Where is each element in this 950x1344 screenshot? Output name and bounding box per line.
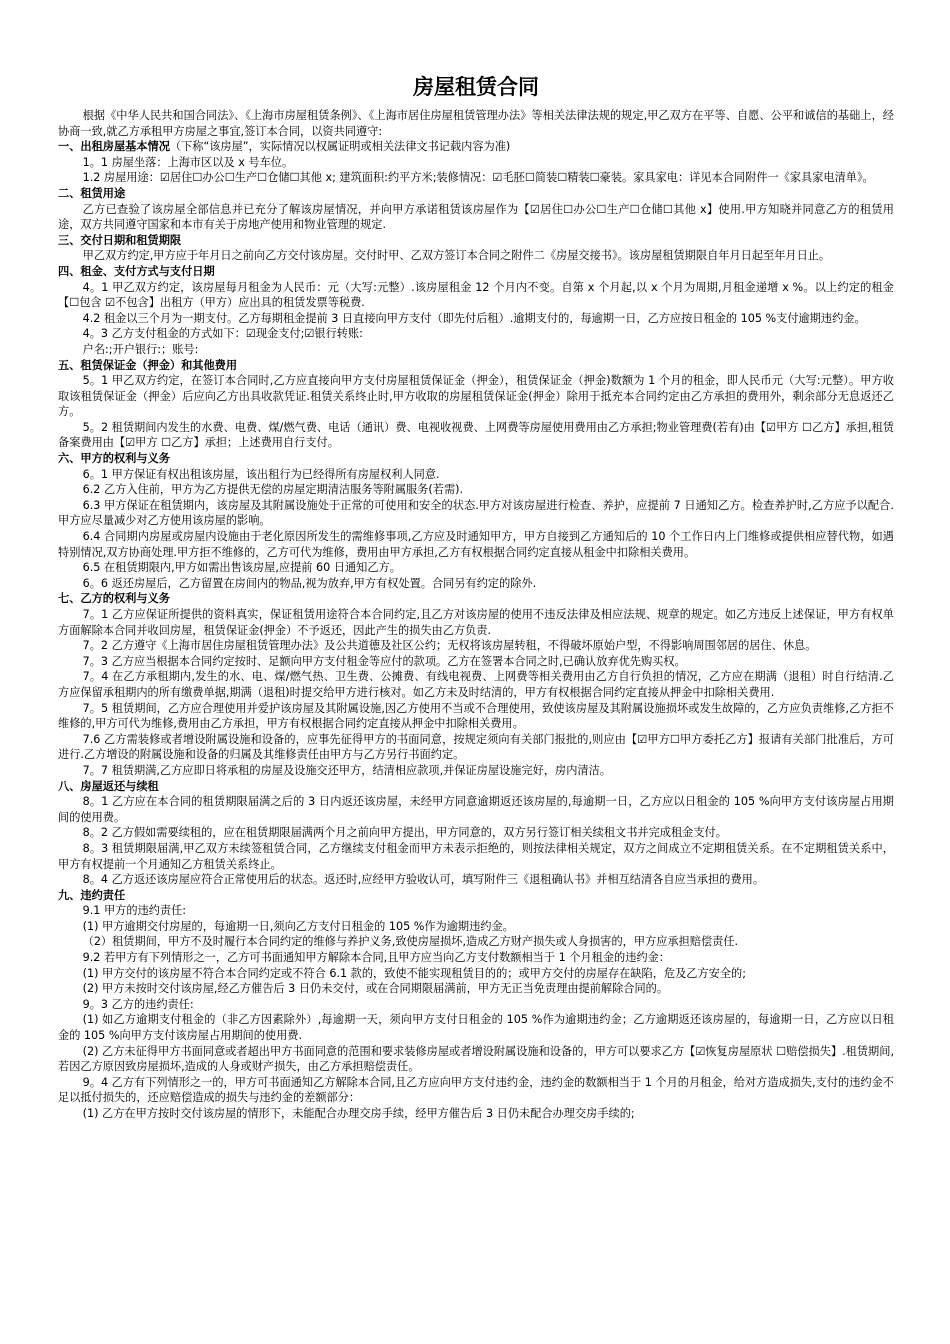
section-heading xyxy=(58,451,894,467)
clause-paragraph: 1。1 房屋坐落：上海市区以及 x 号车位。 xyxy=(82,155,294,169)
clause-paragraph: 6.2 乙方入住前，甲方为乙方提供无偿的房屋定期清洁服务等附属服务(若需). xyxy=(82,483,464,497)
clause-paragraph: 根据《中华人民共和国合同法》、《上海市房屋租赁条例》、《上海市居住房屋租赁管理办法》等相关法律法规的规定,甲乙双方在平等、自愿、公平和诚信的基础上，经协商一致,就乙方承租甲方房屋之事宜,签订本合同，以资共同遵守: xyxy=(58,109,894,138)
clause-paragraph: 4.2 租金以三个月为一期支付。乙方每期租金提前 3 日直接向甲方支付（即先付后租）.逾期支付的，每逾期一日，乙方应按日租金的 105 %支付逾期违约金。 xyxy=(82,311,866,325)
clause-paragraph: 6.4 合同期内房屋或房屋内设施由于老化原因所发生的需维修事项,乙方应及时通知甲方，甲方自接到乙方通知后的 10 个工作日内上门维修或提供相应替代物，如遇特别情况,双方协商处理.甲方拒不维修的，乙方可代为维修，费用由甲方承担,乙方有权根据合同约定直接从租金中扣除相关费用。 xyxy=(58,530,894,559)
clause-paragraph: 6.5 在租赁期限内,甲方如需出售该房屋,应提前 60 日通知乙方。 xyxy=(82,561,401,575)
section-heading xyxy=(58,264,894,280)
section-heading xyxy=(58,888,894,904)
clause-paragraph: 乙方已查验了该房屋全部信息并已充分了解该房屋情况，并向甲方承诺租赁该房屋作为【☑居住☐办公☐生产☐仓储☐其他 x】使用.甲方知晓并同意乙方的租赁用途，双方共同遵守国家和本市有关于房地产使用和物业管理的规定. xyxy=(58,202,894,232)
clause-paragraph: （2）租赁期间，甲方不及时履行本合同约定的维修与养护义务,致使房屋损坏,造成乙方财产损失或人身损害的，甲方应承担赔偿责任. xyxy=(82,935,739,949)
clause-paragraph: 7。3 乙方应当根据本合同约定按时、足额向甲方支付租金等应付的款项。乙方在签署本合同之时,已确认放弃优先购买权。 xyxy=(82,654,686,668)
clause-paragraph: (1) 乙方在甲方按时交付该房屋的情形下，未能配合办理交房手续，经甲方催告后 3 日仍未配合办理交房手续的; xyxy=(82,1107,635,1120)
section-heading-label: 三、交付日期和租赁期限 xyxy=(58,233,182,247)
clause-paragraph: (2) 甲方未按时交付该房屋,经乙方催告后 3 日仍未交付，或在合同期限届满前，甲方无正当免责理由提前解除合同的。 xyxy=(82,982,669,996)
clause-paragraph: 8。1 乙方应在本合同的租赁期限届满之后的 3 日内返还该房屋，未经甲方同意逾期返还该房屋的,每逾期一日，乙方应以日租金的 105 %向甲方支付该房屋占用期间的使用费。 xyxy=(58,795,894,824)
clause-paragraph: 8。3 租赁期限届满,甲乙双方未续签租赁合同，乙方继续支付租金而甲方未表示拒绝的，则按法律相关规定，双方之间成立不定期租赁关系。在不定期租赁关系中，甲方有权提前一个月通知乙方租赁关系终止。 xyxy=(58,841,894,871)
section-heading: 一、出租房屋基本情况（下称“该房屋”，实际情况以权属证明或相关法律文书记载内容为准) xyxy=(58,140,511,154)
clause-paragraph: 7。4 在乙方承租期内,发生的水、电、煤/燃气热、卫生费、公摊费、有线电视费、上网费等相关费用由乙方自行负担的情况，乙方应在期满（退租）时自行结清.乙方应保留承租期内的所有缴费单据,期满（退租)时提交给甲方进行核对。如乙方未及时结清的，甲方有权根据合同约定直接从押金中扣除相关费用. xyxy=(58,670,894,699)
clause-paragraph: 8。4 乙方返还该房屋应符合正常使用后的状态。返还时,应经甲方验收认可，填写附件三《退租确认书》并相互结清各自应当承担的费用。 xyxy=(82,873,765,887)
section-heading xyxy=(58,186,894,202)
document-title: 房屋租赁合同 xyxy=(413,75,539,99)
clause-paragraph: 7。7 租赁期满,乙方应即日将承租的房屋及设施交还甲方，结清相应款项,并保证房屋设施完好，房内清洁。 xyxy=(82,763,611,777)
contract-document xyxy=(58,72,894,1122)
clause-paragraph: (2) 乙方未征得甲方书面同意或者超出甲方书面同意的范围和要求装修房屋或者增设附属设施和设备的，甲方可以要求乙方【☑恢复房屋原状 ☐赔偿损失】.租赁期间,若因乙方原因致房屋损坏,造成的人身或财产损失，由乙方承担赔偿责任。 xyxy=(58,1044,894,1074)
section-heading-label: 一、出租房屋基本情况 xyxy=(58,140,170,154)
section-heading-label: 八、房屋返还与续租 xyxy=(58,779,159,793)
clause-paragraph: 1.2 房屋用途：☑居住☐办公☐生产☐仓储☐其他 x; 建筑面积:约平方米;装修情况：☑毛胚☐简装☐精装☐豪装。家具家电：详见本合同附件一《家具家电清单》。 xyxy=(82,171,874,185)
clause-paragraph: 6.3 甲方保证在租赁期内，该房屋及其附属设施处于正常的可使用和安全的状态.甲方对该房屋进行检查、养护，应提前 7 日通知乙方。检查养护时,乙方应予以配合.甲方应尽量减少对乙方使用该房屋的影响。 xyxy=(58,498,894,528)
clause-paragraph: 6。1 甲方保证有权出租该房屋，该出租行为已经得所有房屋权利人同意. xyxy=(82,467,440,481)
clause-paragraph: 7。1 乙方应保证所提供的资料真实，保证租赁用途符合本合同约定,且乙方对该房屋的使用不违反法律及相应法规、规章的规定。如乙方违反上述保证，甲方有权单方面解除本合同并收回房屋，租赁保证金(押金）不予返还，因此产生的损失由乙方负责. xyxy=(58,608,894,637)
section-heading xyxy=(58,233,894,249)
clause-paragraph: 甲乙双方约定,甲方应于年月日之前向乙方交付该房屋。交付时甲、乙双方签订本合同之附件二《房屋交接书》。该房屋租赁期限自年月日起至年月日止。 xyxy=(82,249,831,263)
clause-paragraph: 7.6 乙方需装修或者增设附属设施和设备的，应事先征得甲方的书面同意，按规定须向有关部门报批的,则应由【☑甲方☐甲方委托乙方】报请有关部门批准后，方可进行.乙方增设的附属设施和设备的归属及其维修责任由甲方与乙方另行书面约定。 xyxy=(58,732,894,762)
section-heading-label: 九、违约责任 xyxy=(58,888,126,902)
clause-paragraph: (1) 甲方交付的该房屋不符合本合同约定或不符合 6.1 款的，致使不能实现租赁目的的；或甲方交付的房屋存在缺陷，危及乙方安全的; xyxy=(82,966,747,980)
section-heading xyxy=(58,779,894,795)
section-heading-label: 四、租金、支付方式与支付日期 xyxy=(58,264,215,278)
clause-paragraph: 5。1 甲乙双方约定，在签订本合同时,乙方应直接向甲方支付房屋租赁保证金（押金），租赁保证金（押金)数额为 1 个月的租金，即人民币元（大写:元整）。甲方收取该租赁保证金（押金）后应向乙方出具收款凭证.租赁关系终止时,甲方收取的房屋租赁保证金(押金）除用于抵充本合同约定由乙方承担的费用外，剩余部分无息返还乙方。 xyxy=(58,374,894,419)
clause-paragraph: 9。3 乙方的违约责任: xyxy=(82,997,194,1011)
clause-paragraph: 9.2 若甲方有下列情形之一，乙方可书面通知甲方解除本合同,且甲方应当向乙方支付数额相当于 1 个月租金的违约金： xyxy=(82,951,670,965)
section-heading-label: 五、租赁保证金（押金）和其他费用 xyxy=(58,358,238,372)
section-heading-label: 七、乙方的权利与义务 xyxy=(58,592,170,606)
section-heading-label: 二、租赁用途 xyxy=(58,186,126,200)
clause-paragraph: 9。4 乙方有下列情形之一的，甲方可书面通知乙方解除本合同,且乙方应向甲方支付违约金，违约金的数额相当于 1 个月的月租金，给对方造成损失,支付的违约金不足以抵付损失的，还应赔偿造成的损失与违约金的差额部分： xyxy=(58,1075,894,1105)
section-heading-label: 六、甲方的权利与义务 xyxy=(58,452,170,466)
clause-paragraph: 4。1 甲乙双方约定，该房屋每月租金为人民币：元（大写:元整）.该房屋租金 12 个月内不变。自第 x 个月起,以 x 个月为周期,月租金递增 x %。以上约定的租金【☐包含 ☑不包含】出租方（甲方）应出具的租赁发票等税费. xyxy=(58,280,894,310)
clause-paragraph: 9.1 甲方的违约责任: xyxy=(82,904,187,918)
clause-paragraph: 5。2 租赁期间内发生的水费、电费、煤/燃气费、电话（通讯）费、电视收视费、上网费等房屋使用费用由乙方承担;物业管理费(若有)由【☑甲方 ☐乙方】承担,租赁备案费用由【☑甲方 ☐乙方】承担；上述费用自行支付。 xyxy=(58,420,894,450)
clause-paragraph: 户名:;开户银行:；账号: xyxy=(82,342,199,356)
clause-paragraph: 4。3 乙方支付租金的方式如下：☑现金支付;☑银行转账: xyxy=(82,327,363,341)
document-body xyxy=(58,108,894,1122)
section-heading xyxy=(58,358,894,374)
clause-paragraph: 7。2 乙方遵守《上海市居住房屋租赁管理办法》及公共道德及社区公约；无权将该房屋转租，不得破坏原始户型，不得影响周围邻居的居住、休息。 xyxy=(82,639,817,653)
clause-paragraph: 6。6 返还房屋后，乙方留置在房间内的物品,视为放弃,甲方有权处置。合同另有约定的除外. xyxy=(82,576,537,590)
section-heading xyxy=(58,591,894,607)
clause-paragraph: 7。5 租赁期间，乙方应合理使用并爱护该房屋及其附属设施,因乙方使用不当或不合理使用，致使该房屋及其附属设施损坏或发生故障的，乙方应负责维修,乙方拒不维修的,甲方可代为维修,费用由乙方承担，甲方有权根据合同约定直接从押金中扣除相关费用。 xyxy=(58,701,894,731)
clause-paragraph: (1) 甲方逾期交付房屋的，每逾期一日,须向乙方支付日租金的 105 %作为逾期违约金。 xyxy=(82,919,514,933)
clause-paragraph: (1) 如乙方逾期支付租金的（非乙方因素除外）,每逾期一天，须向甲方支付日租金的 105 %作为逾期违约金；乙方逾期返还该房屋的，每逾期一日，乙方应以日租金的 105 %向甲方支付该房屋占用期间的使用费. xyxy=(58,1013,894,1043)
clause-paragraph: 8。2 乙方假如需要续租的，应在租赁期限届满两个月之前向甲方提出，甲方同意的，双方另行签订相关续租文书并完成租金支付。 xyxy=(82,826,727,840)
